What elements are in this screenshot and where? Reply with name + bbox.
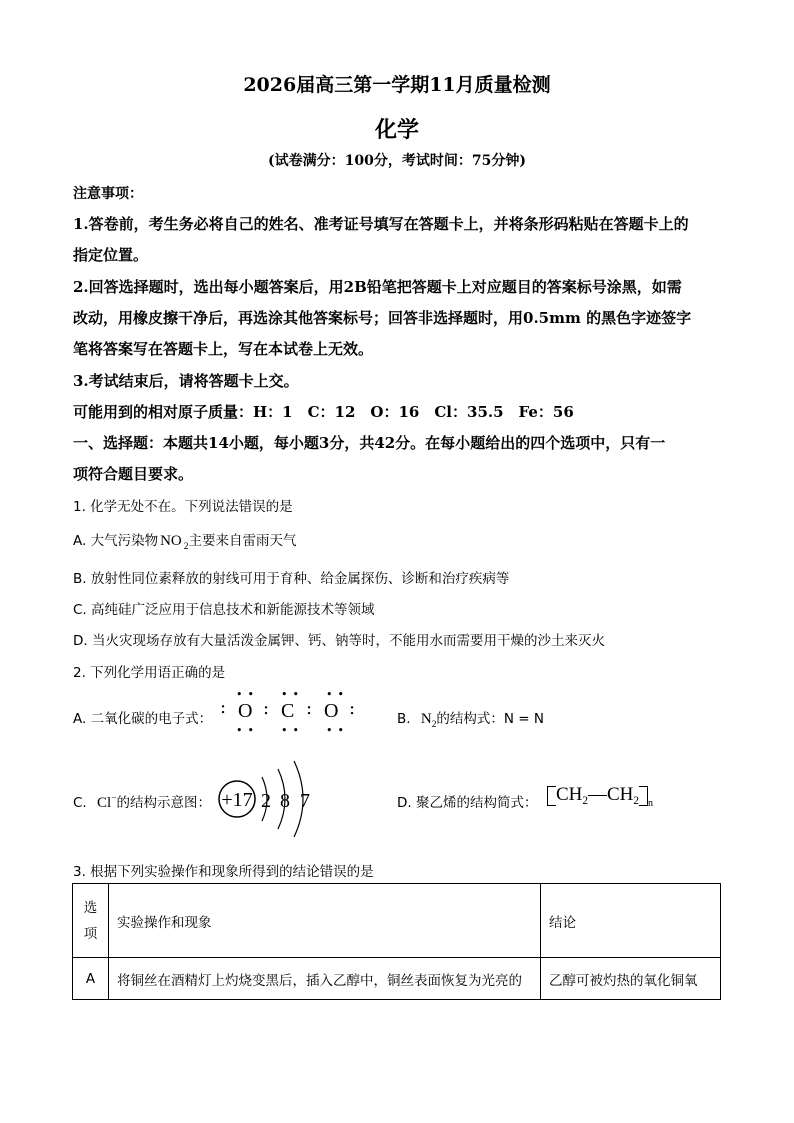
q3-table (72, 883, 721, 1000)
q2-option-c-post: 的结构示意图： (116, 795, 212, 811)
atomic-mass-line: 可能用到的相对原子质量：H：1 C：12 O：16 Cl：35.5 Fe：56 (73, 403, 574, 421)
q2-option-c (73, 791, 211, 812)
notice-heading: 注意事项： (73, 186, 143, 202)
notice-item-2-line-2: 改动，用橡皮擦干净后，再选涂其他答案标号；回答非选择题时，用0.5mm 的黑色字迹签字 (73, 309, 692, 327)
co2-atom-o-left: O (238, 700, 253, 722)
pe-unit-2: CH (607, 784, 634, 805)
notice-item-1-line-1: 1.答卷前，考生务必将自己的姓名、准考证号填写在答题卡上，并将条形码粘贴在答题卡上的 (73, 215, 689, 233)
q1-option-a-pre: A. 大气污染物 (73, 533, 159, 549)
q2-option-b (397, 707, 544, 730)
q3-stem: 3. 根据下列实验操作和现象所得到的结论错误的是 (73, 864, 374, 880)
co2-atom-o-right: O (324, 700, 339, 722)
exam-info: (试卷满分：100分，考试时间：75分钟) (268, 153, 526, 169)
q2-option-b-formula: N (420, 711, 432, 727)
q1-option-b: B. 放射性同位素释放的射线可用于育种、给金属探伤、诊断和治疗疾病等 (73, 571, 510, 587)
q2-option-c-charge: − (111, 794, 117, 804)
cl-ion-structure-diagram (212, 757, 322, 837)
row-operation: 将铜丝在酒精灯上灼烧变黑后，插入乙醇中，铜丝表面恢复为光亮的 (109, 958, 541, 1000)
row-conclusion: 乙醇可被灼热的氧化铜氧 (541, 958, 721, 1000)
table-header-row (73, 884, 721, 958)
subject-title: 化学 (374, 117, 419, 143)
shell-2-electrons: 8 (280, 790, 290, 812)
q2-option-b-label: B. (397, 711, 411, 727)
table-row (73, 958, 721, 1000)
q1-option-c: C. 高纯硅广泛应用于信息技术和新能源技术等领域 (73, 602, 375, 618)
q2-option-b-sub: 2 (431, 720, 437, 730)
q1-option-a-post: 主要来自雷雨天气 (188, 533, 297, 549)
q1-option-a-formula: NO (160, 533, 182, 549)
header-option: 选 项 (73, 884, 109, 958)
q2-option-c-label: C. (73, 795, 87, 811)
pe-sub-2: 2 (633, 795, 639, 807)
q2-option-b-post: 的结构式：N = N (436, 711, 545, 727)
polyethylene-formula (547, 784, 653, 814)
notice-item-2-line-1: 2.回答选择题时，选出每小题答案后，用2B铅笔把答题卡上对应题目的答案标号涂黑，如需 (73, 278, 682, 296)
q1-option-a (73, 529, 296, 552)
header-operation: 实验操作和现象 (109, 884, 541, 958)
notice-item-3: 3.考试结束后，请将答题卡上交。 (73, 372, 299, 390)
row-option: A (73, 958, 109, 1000)
nucleus-charge: +17 (221, 789, 253, 811)
notice-item-1-line-2: 指定位置。 (73, 246, 149, 264)
pe-unit-1: CH (556, 784, 583, 805)
section-1-line-1: 一、选择题：本题共14小题，每小题3分，共42分。在每小题给出的四个选项中，只有一 (73, 434, 666, 452)
shell-3-electrons: 7 (300, 790, 310, 812)
q2-stem: 2. 下列化学用语正确的是 (73, 665, 226, 681)
shell-1-electrons: 2 (261, 790, 271, 812)
q1-option-d: D. 当火灾现场存放有大量活泼金属钾、钙、钠等时，不能用水而需要用干燥的沙土来灭火 (73, 633, 605, 649)
pe-bond: — (588, 784, 607, 805)
co2-electron-formula: •• •• •• : O : C : O : •• •• •• (220, 688, 356, 737)
q2-option-a-label: A. 二氧化碳的电子式： (73, 711, 213, 727)
pe-n: n (648, 798, 653, 809)
exam-title: 2026届高三第一学期11月质量检测 (243, 74, 551, 96)
co2-atom-c: C (281, 700, 295, 722)
q2-option-d-label: D. 聚乙烯的结构简式： (397, 795, 538, 811)
q2-option-c-ion: Cl (97, 795, 112, 811)
q1-stem: 1. 化学无处不在。下列说法错误的是 (73, 499, 293, 515)
header-conclusion: 结论 (541, 884, 721, 958)
section-1-line-2: 项符合题目要求。 (73, 465, 194, 483)
pe-sub-1: 2 (582, 795, 588, 807)
q1-option-a-sub: 2 (183, 542, 189, 552)
notice-item-2-line-3: 笔将答案写在答题卡上，写在本试卷上无效。 (73, 340, 374, 358)
